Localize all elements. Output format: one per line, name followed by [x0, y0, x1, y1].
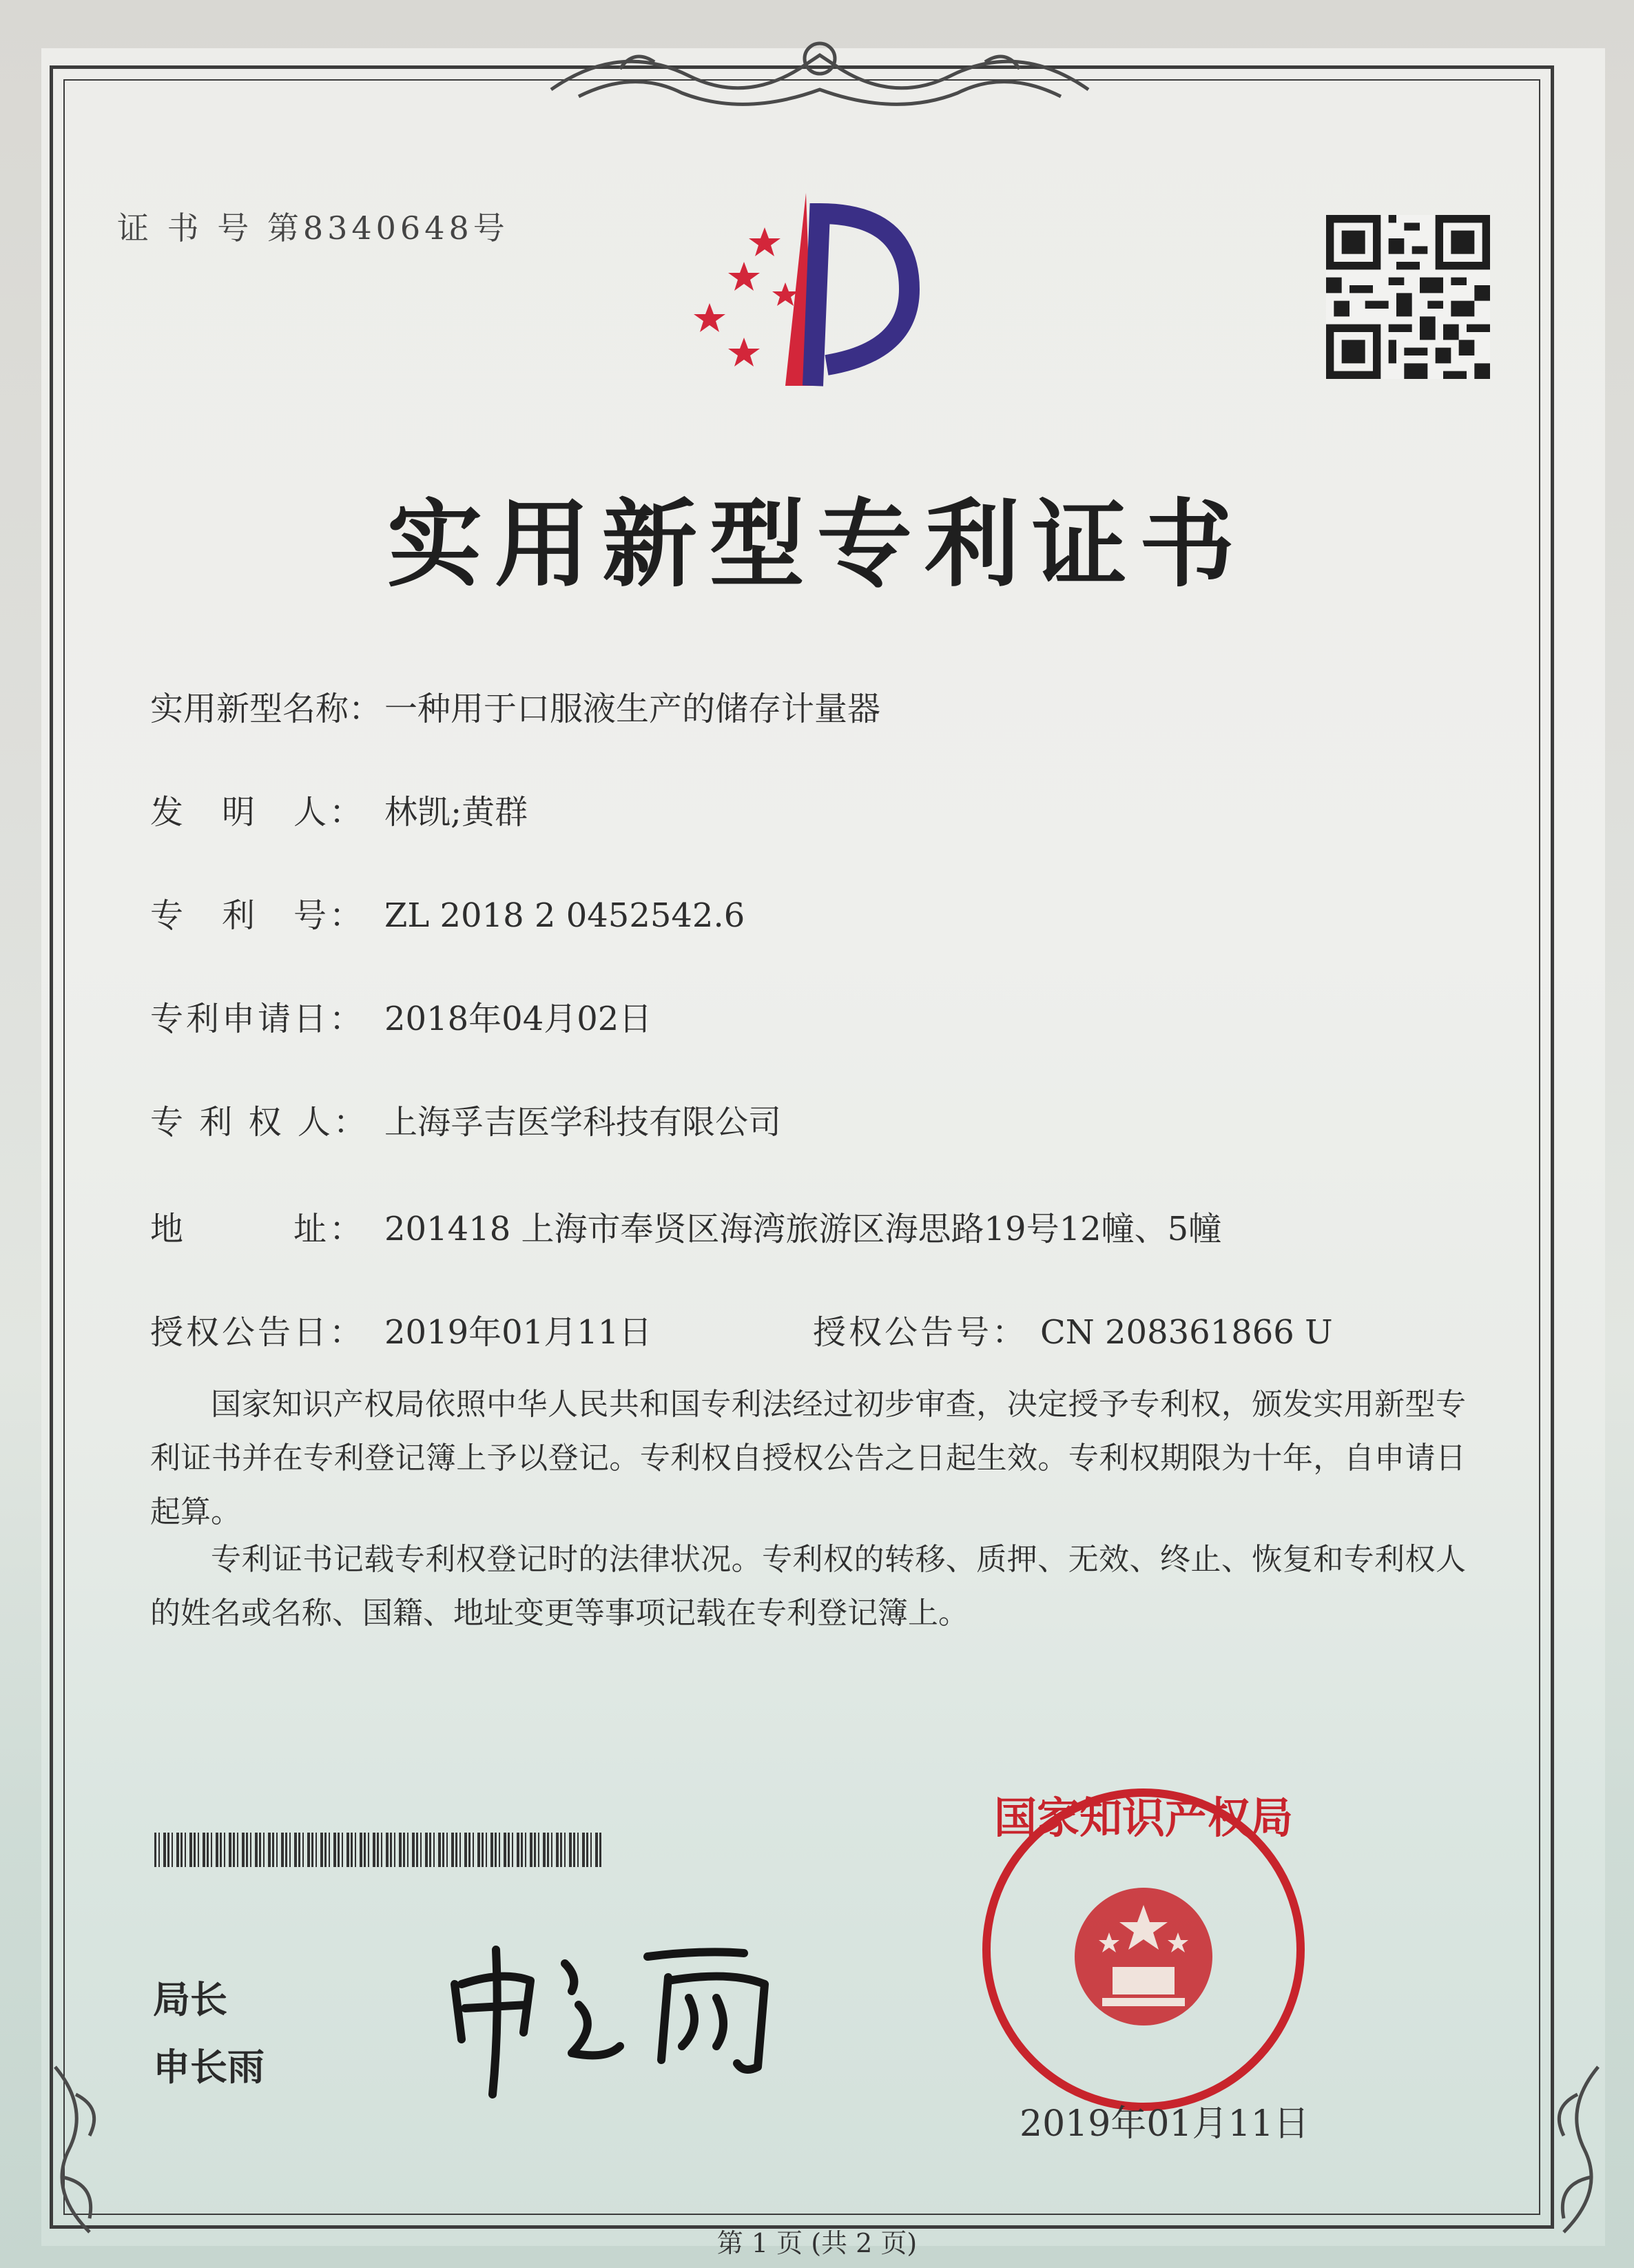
field-label: 发 明 人：	[150, 793, 366, 832]
field-value: 林凯;黄群	[384, 793, 528, 832]
handwritten-signature-icon	[441, 1922, 827, 2101]
signer-title: 局长	[153, 1978, 227, 2021]
field-patent-holder	[150, 1095, 781, 1143]
seal-text: 国家知识产权局	[993, 1793, 1294, 1843]
field-value: 上海孚吉医学科技有限公司	[384, 1103, 782, 1142]
seal-date: 2019年01月11日	[1020, 2103, 1310, 2145]
statement-paragraph-1: 国家知识产权局依照中华人民共和国专利法经过初步审查，决定授予专利权，颁发实用新型专利证书并在专利登记簿上予以登记。专利权自授权公告之日起生效。专利权期限为十年，自申请日起算。	[150, 1387, 1466, 1529]
field-utility-model-name	[150, 682, 880, 730]
field-label: 专 利 号：	[150, 896, 366, 935]
qr-code-icon	[1326, 215, 1490, 379]
field-label: 实用新型名称：	[150, 690, 382, 728]
field-value: 201418 上海市奉贤区海湾旅游区海思路19号12幢、5幢	[384, 1210, 1222, 1248]
field-label: 授权公告号：	[813, 1313, 1028, 1352]
field-value: CN 208361866 U	[1040, 1313, 1333, 1352]
field-address	[150, 1202, 1221, 1250]
official-seal-icon	[978, 1784, 1309, 2115]
field-value: 2019年01月11日	[384, 1313, 652, 1352]
certificate-title: 实用新型专利证书	[386, 489, 1247, 600]
top-ornament-icon	[537, 28, 1102, 117]
field-grant-date	[150, 1306, 652, 1353]
field-label: 地 址：	[150, 1210, 366, 1248]
statement-paragraph-2: 专利证书记载专利权登记时的法律状况。专利权的转移、质押、无效、终止、恢复和专利权人的姓名或名称、国籍、地址变更等事项记载在专利登记簿上。	[150, 1542, 1466, 1631]
certificate-number: 证 书 号 第8340648号	[117, 209, 509, 247]
cnipa-logo-icon	[682, 186, 944, 406]
barcode-icon	[154, 1833, 602, 1867]
field-application-date	[150, 992, 652, 1040]
signer-name: 申长雨	[153, 2045, 265, 2089]
field-grant-number	[813, 1306, 1333, 1353]
field-value: 2018年04月02日	[384, 1000, 652, 1038]
field-value: 一种用于口服液生产的储存计量器	[384, 690, 881, 728]
page-indicator: 第 1 页 (共 2 页)	[716, 2228, 918, 2258]
field-label: 专利申请日：	[150, 1000, 366, 1038]
field-label: 授权公告日：	[150, 1313, 366, 1352]
field-patent-number	[150, 889, 745, 936]
field-inventor	[150, 785, 528, 833]
field-value: ZL 2018 2 0452542.6	[384, 896, 745, 935]
field-label: 专 利 权 人：	[150, 1103, 369, 1142]
